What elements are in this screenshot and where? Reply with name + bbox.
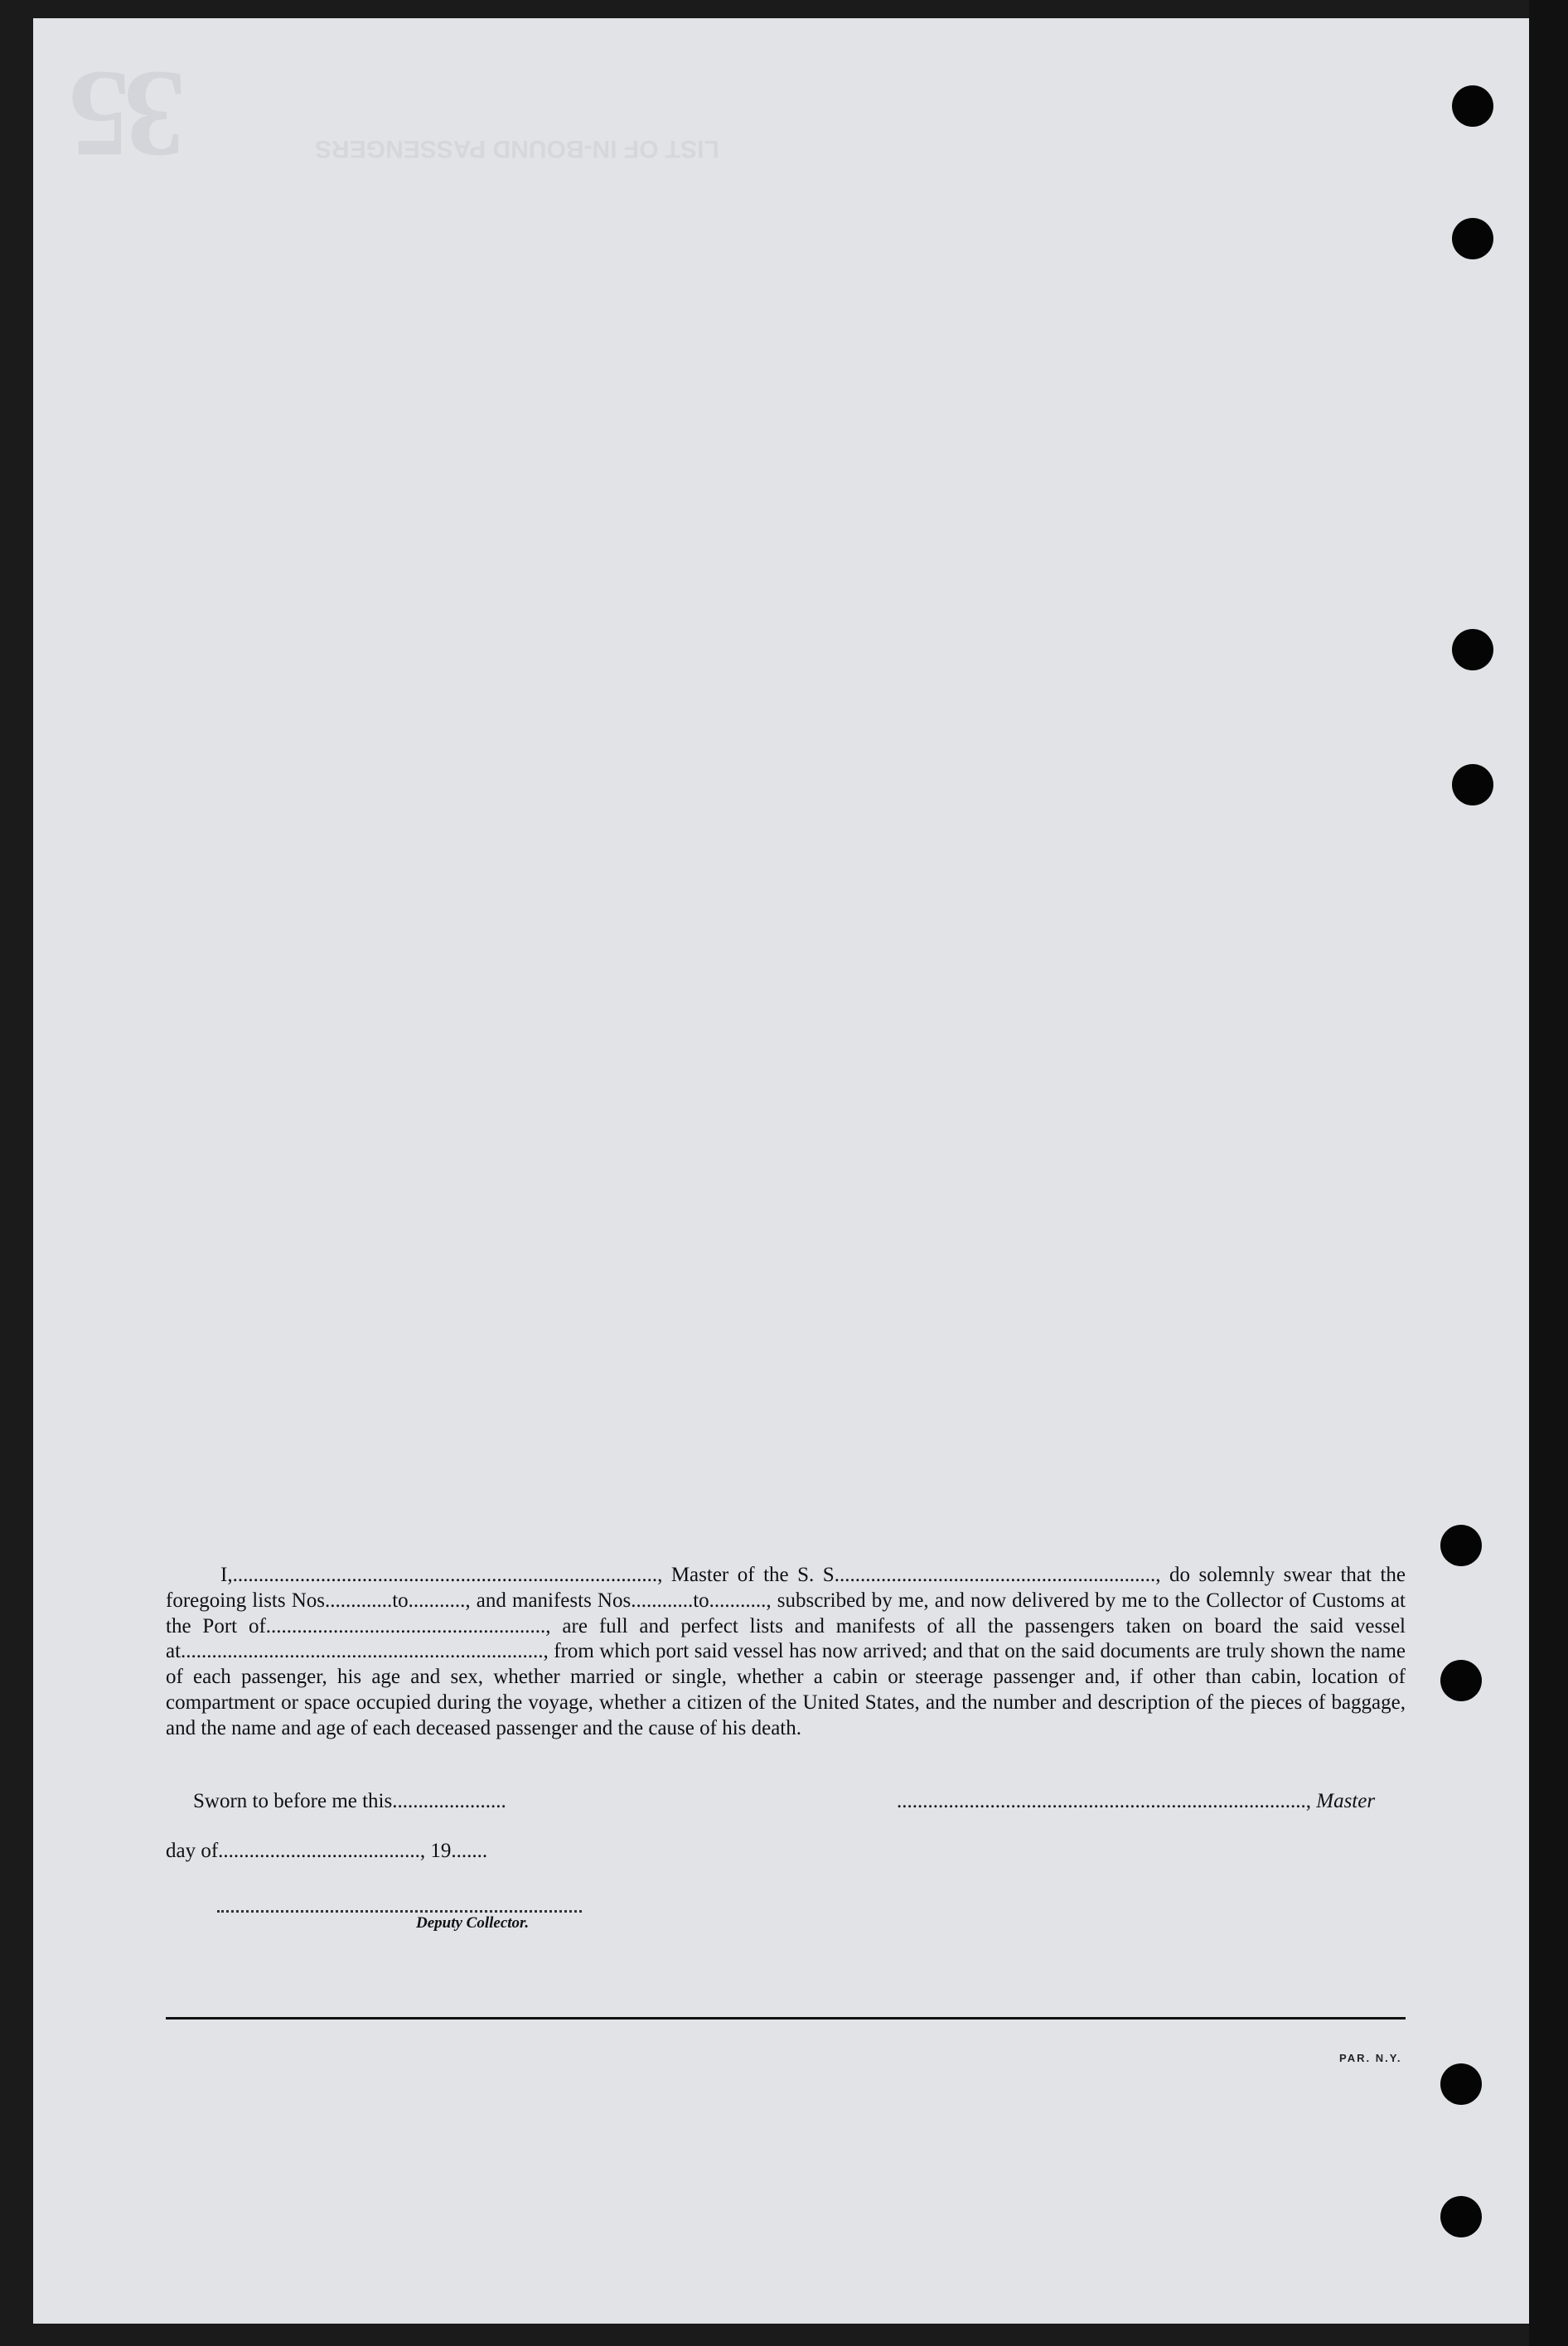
printer-mark: PAR. N.Y. xyxy=(1339,2052,1402,2064)
punch-hole xyxy=(1452,764,1493,805)
punch-hole xyxy=(1440,1660,1482,1701)
punch-hole xyxy=(1452,85,1493,127)
punch-hole xyxy=(1440,1525,1482,1566)
punch-hole xyxy=(1440,2196,1482,2237)
punch-hole xyxy=(1452,629,1493,670)
master-label: Master xyxy=(1316,1790,1376,1812)
bleed-through-header: LIST OF IN-BOUND PASSENGERS xyxy=(315,135,719,162)
bottom-rule xyxy=(166,2017,1406,2019)
day-of-line: day of......................................., 19....... xyxy=(166,1840,488,1862)
oath-paragraph xyxy=(166,1563,1406,1742)
bleed-through-stamp: 35 xyxy=(75,46,186,183)
deputy-signature-line xyxy=(217,1910,582,1913)
punch-hole xyxy=(1452,218,1493,259)
document-page xyxy=(33,18,1529,2324)
deputy-collector-label: Deputy Collector. xyxy=(416,1914,530,1932)
punch-hole xyxy=(1440,2063,1482,2105)
oath-text: I,.................................................................................., Master of the S. S.............................................................., do solemnly swear that the foregoing lists Nos.............to..........., and manifests Nos............to..........., subscribed by me, and now delivered by me to the Collector of Customs at the Port of......................................................, are full and perfect lists and manifests of all the passengers taken on board the said vessel at......................................................................, from which port said vessel has now arrived; and that on the said documents are truly shown the name of each passenger, his age and sex, whether married or single, whether a cabin or steerage passenger and, if other than cabin, location of compartment or space occupied during the voyage, whether a citizen of the United States, and the number and description of the pieces of baggage, and the name and age of each deceased passenger and the cause of his death. xyxy=(166,1564,1406,1739)
sworn-line: Sworn to before me this...................... xyxy=(193,1790,506,1812)
master-signature-line xyxy=(897,1790,1375,1813)
master-dotted-line: ..............................................................................., xyxy=(897,1790,1311,1812)
scanner-edge xyxy=(1529,0,1568,2346)
